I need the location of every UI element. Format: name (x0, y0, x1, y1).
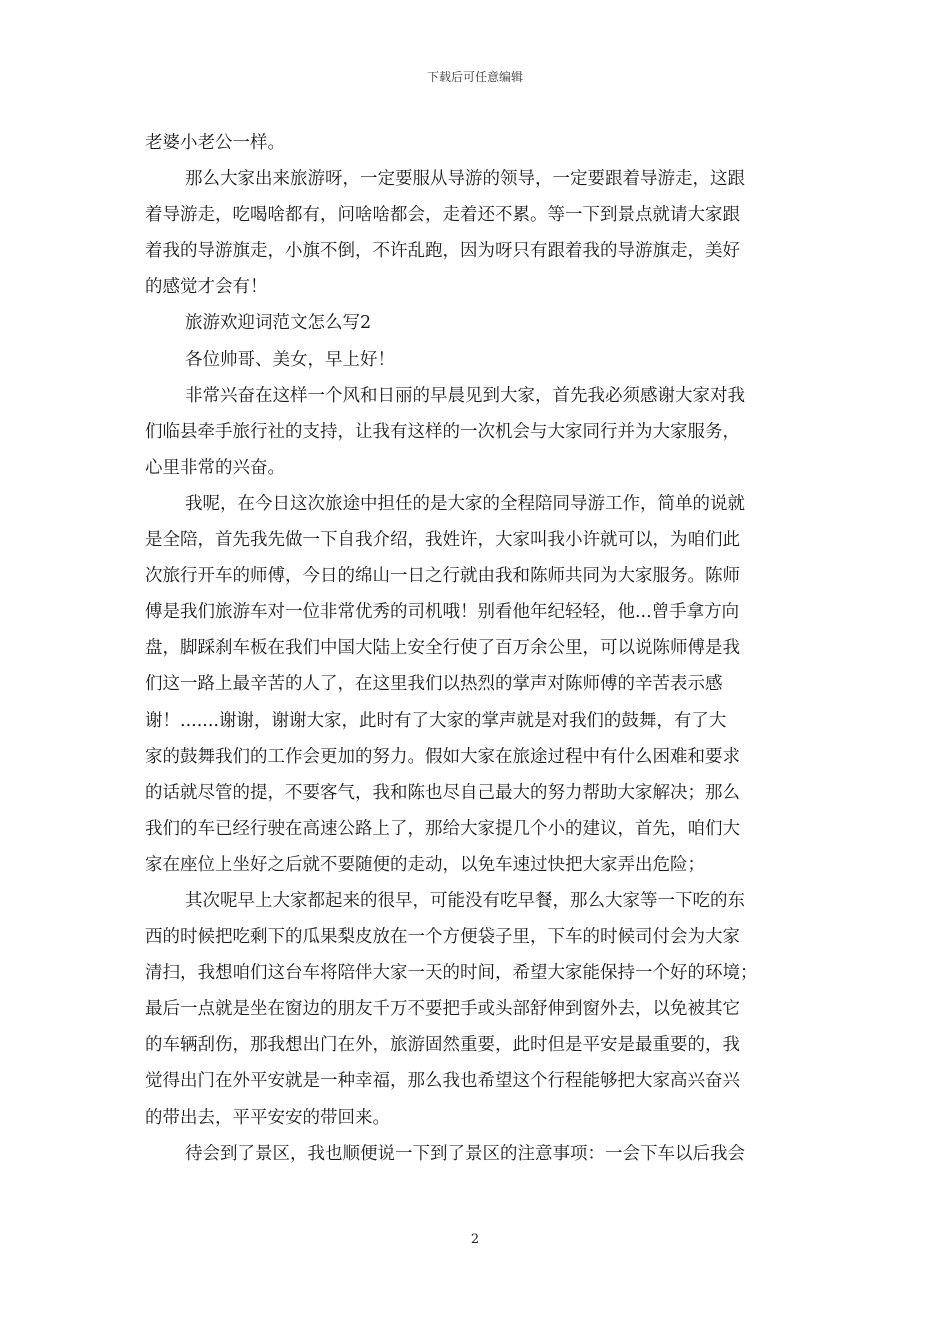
section-heading: 旅游欢迎词范文怎么写2 (185, 313, 372, 334)
text-line: 傅是我们旅游车对一位非常优秀的司机哦！别看他年纪轻轻，他...曾手拿方向 (145, 602, 740, 623)
paragraph-start-line: 非常兴奋在这样一个风和日丽的早晨见到大家，首先我必须感谢大家对我 (185, 385, 745, 406)
page-header: 下载后可任意编辑 (426, 70, 523, 84)
text-line: 的带出去，平平安安的带回来。 (145, 1107, 390, 1128)
text-line: 清扫，我想咱们这台车将陪伴大家一天的时间，希望大家能保持一个好的环境； (145, 963, 758, 984)
paragraph-start-line: 那么大家出来旅游呀，一定要服从导游的领导，一定要跟着导游走，这跟 (185, 169, 745, 190)
text-line: 着导游走，吃喝啥都有，问啥啥都会，走着还不累。等一下到景点就请大家跟 (145, 205, 740, 226)
text-line: 的话就尽管的提，不要客气，我和陈也尽自己最大的努力帮助大家解决；那么 (145, 782, 740, 803)
text-line: 我们的车已经行驶在高速公路上了，那给大家提几个小的建议，首先，咱们大 (145, 818, 740, 839)
text-line: 次旅行开车的师傅，今日的绵山一日之行就由我和陈师共同为大家服务。陈师 (145, 566, 740, 587)
text-line: 家的鼓舞我们的工作会更加的努力。假如大家在旅途过程中有什么困难和要求 (145, 746, 740, 767)
paragraph-start-line: 待会到了景区，我也顺便说一下到了景区的注意事项：一会下车以后我会 (185, 1143, 745, 1164)
text-line: 谢！.......谢谢，谢谢大家，此时有了大家的掌声就是对我们的鼓舞，有了大 (145, 710, 727, 731)
text-line: 西的时候把吃剩下的瓜果梨皮放在一个方便袋子里，下车的时候司付会为大家 (145, 927, 740, 948)
page-number: 2 (470, 1232, 480, 1247)
text-line: 的感觉才会有！ (145, 277, 268, 298)
text-line: 着我的导游旗走，小旗不倒，不许乱跑，因为呀只有跟着我的导游旗走，美好 (145, 241, 740, 262)
text-line: 心里非常的兴奋。 (145, 457, 285, 478)
text-line: 是全陪，首先我先做一下自我介绍，我姓许，大家叫我小许就可以，为咱们此 (145, 530, 740, 551)
paragraph-start-line: 其次呢早上大家都起来的很早，可能没有吃早餐，那么大家等一下吃的东 (185, 890, 745, 911)
text-line: 最后一点就是坐在窗边的朋友千万不要把手或头部舒伸到窗外去，以免被其它 (145, 999, 740, 1020)
text-line: 老婆小老公一样。 (145, 133, 285, 153)
text-line: 觉得出门在外平安就是一种幸福，那么我也希望这个行程能够把大家高兴奋兴 (145, 1071, 740, 1092)
paragraph-start-line: 我呢，在今日这次旅途中担任的是大家的全程陪同导游工作，简单的说就 (185, 493, 745, 514)
text-line: 们这一路上最辛苦的人了，在这里我们以热烈的掌声对陈师傅的辛苦表示感 (145, 674, 723, 695)
document-body (145, 125, 805, 1172)
text-line: 家在座位上坐好之后就不要随便的走动，以免车速过快把大家弄出危险； (145, 854, 705, 875)
greeting-line: 各位帅哥、美女，早上好！ (185, 349, 395, 370)
text-line: 盘，脚踩刹车板在我们中国大陆上安全行使了百万余公里，可以说陈师傅是我 (145, 638, 740, 659)
text-line: 们临县牵手旅行社的支持，让我有这样的一次机会与大家同行并为大家服务， (145, 421, 740, 442)
text-line: 的车辆刮伤，那我想出门在外，旅游固然重要，此时但是平安是最重要的，我 (145, 1035, 740, 1056)
